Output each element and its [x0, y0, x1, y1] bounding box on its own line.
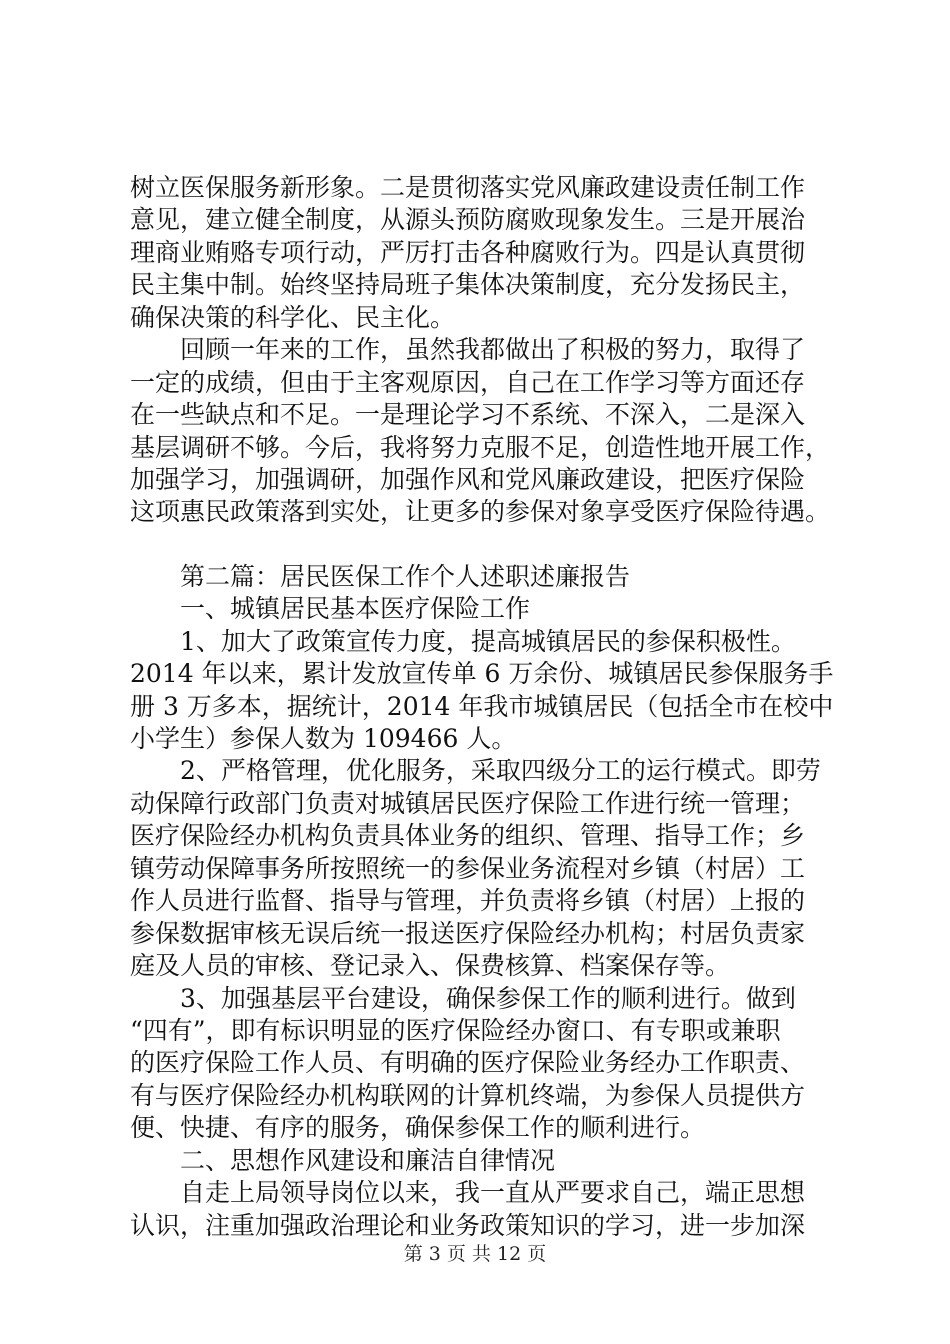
paragraph-line: 树立医保服务新形象。二是贯彻落实党风廉政建设责任制工作 — [130, 173, 806, 202]
paragraph-line: 作人员进行监督、指导与管理，并负责将乡镇（村居）上报的 — [130, 886, 806, 916]
paragraph-line: 民主集中制。始终坚持局班子集体决策制度，充分发扬民主， — [130, 270, 806, 300]
paragraph-line: 镇劳动保障事务所按照统一的参保业务流程对乡镇（村居）工 — [130, 853, 806, 883]
document-body — [130, 172, 834, 1242]
paragraph-line: “四有”，即有标识明显的医疗保险经办窗口、有专职或兼职 — [130, 1015, 781, 1045]
subsection-heading: 二、思想作风建设和廉洁自律情况 — [130, 1145, 556, 1175]
paragraph-line: 庭及人员的审核、登记录入、保费核算、档案保存等。 — [130, 951, 731, 981]
paragraph-line: 动保障行政部门负责对城镇居民医疗保险工作进行统一管理； — [130, 788, 806, 818]
paragraph-line: 一定的成绩，但由于主客观原因，自己在工作学习等方面还存 — [130, 367, 806, 397]
paragraph-line: 参保数据审核无误后统一报送医疗保险经办机构；村居负责家 — [130, 918, 806, 948]
section-title: 第二篇：居民医保工作个人述职述廉报告 — [130, 561, 631, 591]
paragraph-line: 册 3 万多本，据统计，2014 年我市城镇居民（包括全市在校中 — [130, 691, 834, 721]
paragraph-line: 确保决策的科学化、民主化。 — [130, 302, 456, 332]
paragraph-line: 2、严格管理，优化服务，采取四级分工的运行模式。即劳 — [130, 756, 821, 786]
paragraph-line: 小学生）参保人数为 109466 人。 — [130, 724, 517, 753]
paragraph-line: 有与医疗保险经办机构联网的计算机终端，为参保人员提供方 — [130, 1080, 806, 1110]
paragraph-line: 认识，注重加强政治理论和业务政策知识的学习，进一步加深 — [130, 1210, 806, 1240]
paragraph-line: 医疗保险经办机构负责具体业务的组织、管理、指导工作；乡 — [130, 821, 806, 851]
paragraph-line: 回顾一年来的工作，虽然我都做出了积极的努力，取得了 — [130, 335, 806, 365]
paragraph-line: 基层调研不够。今后，我将努力克服不足，创造性地开展工作， — [130, 432, 831, 462]
paragraph-line: 在一些缺点和不足。一是理论学习不系统、不深入，二是深入 — [130, 400, 806, 430]
paragraph-line: 1、加大了政策宣传力度，提高城镇居民的参保积极性。 — [130, 626, 796, 656]
paragraph-line: 理商业贿赂专项行动，严厉打击各种腐败行为。四是认真贯彻 — [130, 237, 806, 267]
page-footer: 第 3 页 共 12 页 — [403, 1243, 547, 1265]
section-gap — [130, 529, 830, 561]
paragraph-line: 自走上局领导岗位以来，我一直从严要求自己，端正思想 — [130, 1178, 806, 1208]
paragraph-line: 便、快捷、有序的服务，确保参保工作的顺利进行。 — [130, 1113, 706, 1143]
paragraph-line: 这项惠民政策落到实处，让更多的参保对象享受医疗保险待遇。 — [130, 497, 831, 527]
paragraph-line: 加强学习，加强调研，加强作风和党风廉政建设，把医疗保险 — [130, 464, 806, 494]
paragraph-line: 的医疗保险工作人员、有明确的医疗保险业务经办工作职责、 — [130, 1048, 806, 1078]
paragraph-line: 3、加强基层平台建设，确保参保工作的顺利进行。做到 — [130, 983, 796, 1013]
paragraph-line: 意见，建立健全制度，从源头预防腐败现象发生。三是开展治 — [130, 205, 806, 235]
paragraph-line: 2014 年以来，累计发放宣传单 6 万余份、城镇居民参保服务手 — [130, 659, 834, 689]
subsection-heading: 一、城镇居民基本医疗保险工作 — [130, 594, 531, 624]
